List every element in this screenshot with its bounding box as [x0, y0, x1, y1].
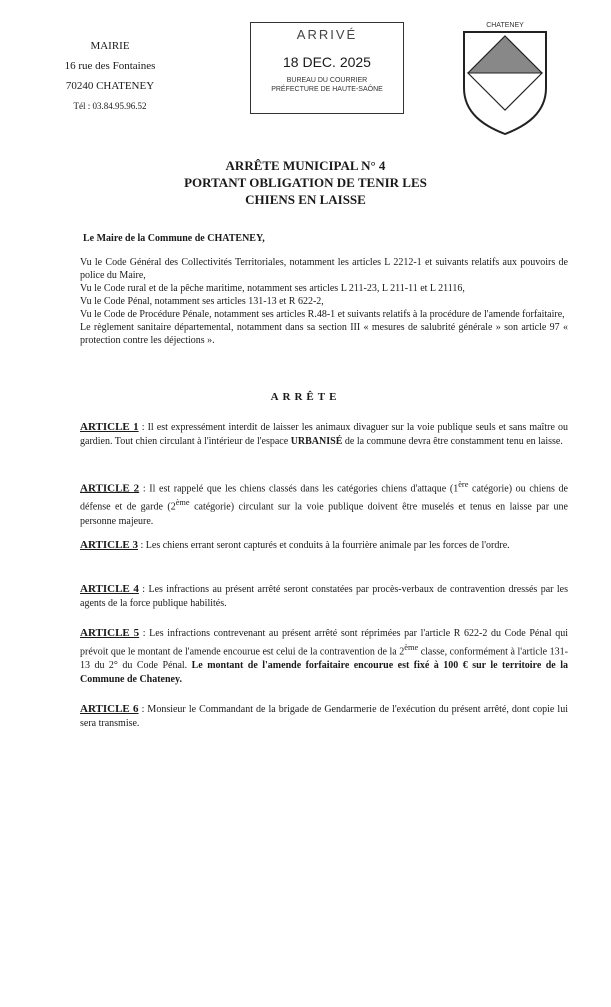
vu-item: Vu le Code Général des Collectivités Territoriales, notamment les articles L 2212-1 et suivants relatifs aux pouvoirs de police du Maire,: [80, 257, 568, 281]
article-text: classe, conformément à l'article 131-13 du 2° du Code Pénal.: [80, 646, 568, 672]
article-text: : Il est rappelé que les chiens classés dans les catégories chiens d'attaque (1: [139, 483, 459, 495]
article-text: : Les infractions au présent arrêté seront constatées par procès-verbaux de contravention dressés par les agents de la force publique habilités.: [80, 584, 568, 609]
legal-references: [80, 256, 568, 347]
stamp-line-2: PRÉFECTURE DE HAUTE-SAÔNE: [271, 86, 383, 93]
coat-of-arms-icon: [456, 18, 554, 138]
article-text: catégorie) ou chiens de défense et de garde (2: [80, 483, 568, 513]
decree-title: ARRÊTE MUNICIPAL N° 4: [225, 158, 386, 173]
article-5: [80, 626, 568, 687]
arrival-stamp: [250, 22, 404, 114]
stamp-line-1: BUREAU DU COURRIER: [286, 77, 368, 84]
vu-item: Vu le Code rural et de la pêche maritime, notamment ses articles L 211-23, L 211-11 et L 21116,: [80, 283, 465, 294]
mairie-address-block: [50, 36, 170, 116]
article-bold-text: URBANISÉ: [290, 436, 343, 447]
article-3: [80, 538, 568, 553]
vu-item: Le règlement sanitaire départemental, notamment dans sa section III « mesures de salubrité générale » son article 97 « protection contre les déjections ».: [80, 322, 568, 346]
phone-number: Tél : 03.84.95.96.52: [73, 101, 147, 111]
article-label: ARTICLE 1: [80, 421, 139, 433]
superscript: ème: [404, 643, 419, 652]
crest-label: CHATENEY: [486, 22, 524, 29]
article-bold-text: Le montant de l'amende forfaitaire encourue est fixé à 100 € sur le territoire de la Commune de Chateney.: [80, 660, 568, 686]
vu-item: Vu le Code Pénal, notamment ses articles 131-13 et R 622-2,: [80, 296, 324, 307]
article-label: ARTICLE 4: [80, 583, 139, 595]
superscript: ème: [175, 498, 190, 508]
article-2: [80, 478, 568, 529]
article-1: [80, 420, 568, 449]
arrete-heading: ARRÊTE: [270, 391, 341, 403]
article-text: : Il est expressément interdit de laisser les animaux divaguer sur la voie publique seuls et sans maître ou gardien. Tout chien circulant à l'intérieur de l'espace: [80, 422, 568, 447]
street-address: 16 rue des Fontaines: [64, 60, 156, 72]
decree-subtitle-line-2: CHIENS EN LAISSE: [245, 192, 366, 207]
article-text: de la commune devra être constamment tenu en laisse.: [342, 436, 563, 447]
vu-item: Vu le Code de Procédure Pénale, notamment ses articles R.48-1 et suivants relatifs à la procédure de l'amende forfaitaire,: [80, 309, 565, 320]
article-label: ARTICLE 5: [80, 627, 140, 639]
article-4: [80, 582, 568, 611]
article-text: : Les chiens errant seront capturés et conduits à la fourrière animale par les forces de l'ordre.: [138, 540, 510, 551]
stamp-office: [251, 76, 403, 94]
article-label: ARTICLE 3: [80, 539, 138, 551]
article-label: ARTICLE 2: [80, 482, 140, 495]
superscript: ère: [458, 480, 469, 489]
article-text: catégorie) circulant sur la voie publique doivent être muselés et tenus en laisse par une personne majeure.: [80, 501, 568, 527]
stamp-title: ARRIVÉ: [296, 27, 358, 42]
mayor-line: Le Maire de la Commune de CHATENEY,: [83, 233, 265, 244]
stamp-date: 18 DEC. 2025: [283, 54, 371, 70]
article-6: [80, 702, 568, 731]
decree-subtitle-line-1: PORTANT OBLIGATION DE TENIR LES: [184, 175, 427, 190]
article-text: : Monsieur le Commandant de la brigade de Gendarmerie de l'exécution du présent arrêté, dont copie lui sera transmise.: [80, 704, 568, 729]
article-label: ARTICLE 6: [80, 703, 139, 715]
postal-city: 70240 CHATENEY: [65, 80, 155, 92]
article-text: : Les infractions contrevenant au présent arrêté sont réprimées par l'article R 622-2 du Code Pénal qui prévoit que le montant de l'amende encourue est celui de la contravention de la 2: [80, 628, 568, 658]
mairie-label: MAIRIE: [90, 40, 130, 52]
